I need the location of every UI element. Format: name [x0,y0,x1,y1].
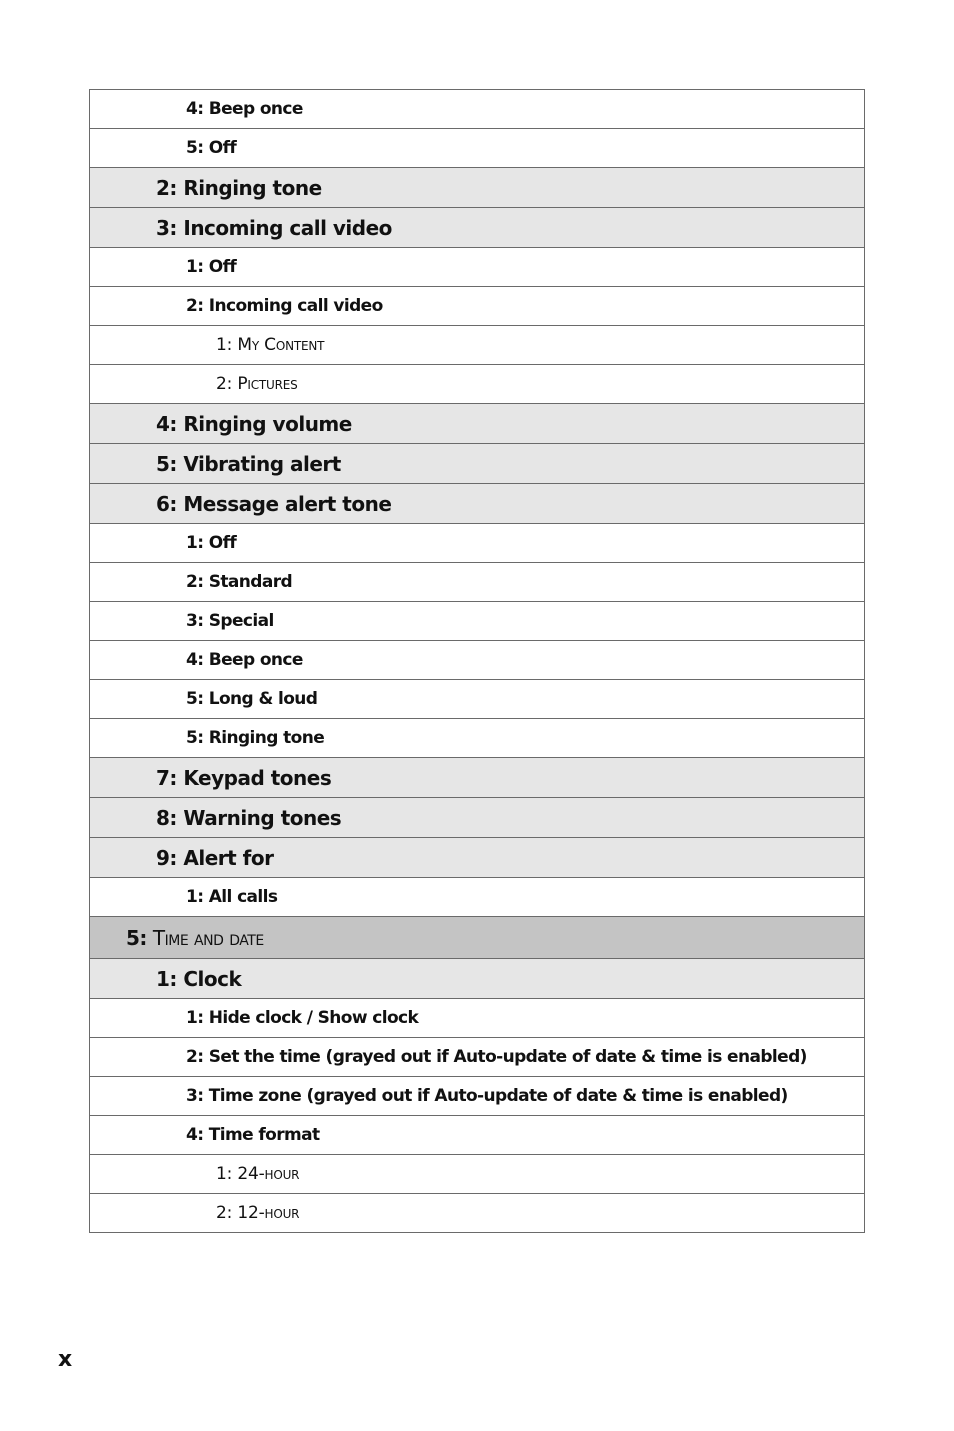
menu-item-level3 [90,602,864,641]
menu-item-level3 [90,248,864,287]
menu-item-label: 7: Keypad tones [156,765,332,790]
menu-item-level3 [90,719,864,758]
menu-item-label: 1: Clock [156,966,242,991]
menu-item-level3 [90,1116,864,1155]
menu-item-label: 1: 24-hour [216,1164,300,1184]
menu-item-label: 8: Warning tones [156,805,342,830]
menu-item-label: 3: Special [186,611,274,631]
menu-section-header [90,917,864,959]
menu-item-level4 [90,1155,864,1194]
menu-item-level2 [90,404,864,444]
menu-item-label: 2: Pictures [216,374,298,394]
menu-item-label: 2: Ringing tone [156,175,322,200]
menu-item-label: 6: Message alert tone [156,491,392,516]
menu-item-label: 1: All calls [186,887,278,907]
menu-item-label: 5: Ringing tone [186,728,325,748]
menu-item-level3 [90,563,864,602]
menu-item-level3 [90,287,864,326]
menu-item-level3 [90,1038,864,1077]
menu-item-label: 9: Alert for [156,845,274,870]
menu-item-level2 [90,208,864,248]
menu-item-label: 2: Set the time (grayed out if Auto-update of date & time is enabled) [186,1047,807,1067]
menu-item-level2 [90,168,864,208]
menu-section-title: Time and date [152,925,264,950]
menu-item-label: 3: Incoming call video [156,215,392,240]
menu-item-label: 4: Beep once [186,650,303,670]
menu-item-label: 2: 12-hour [216,1203,300,1223]
menu-item-label: 2: Standard [186,572,293,592]
menu-item-level3 [90,878,864,917]
menu-item-level4 [90,326,864,365]
menu-item-label: 4: Beep once [186,99,303,119]
menu-item-level3 [90,90,864,129]
menu-item-label: 5: Long & loud [186,689,318,709]
menu-item-label: 4: Ringing volume [156,411,352,436]
menu-item-label: 2: Incoming call video [186,296,383,316]
menu-item-label: 1: My Content [216,335,325,355]
menu-item-level2 [90,484,864,524]
menu-item-level2 [90,444,864,484]
menu-item-level3 [90,1077,864,1116]
menu-item-level3 [90,999,864,1038]
menu-item-level3 [90,641,864,680]
menu-item-level2 [90,758,864,798]
menu-item-level2 [90,959,864,999]
menu-item-level4 [90,1194,864,1233]
menu-item-level3 [90,129,864,168]
menu-table [89,89,865,1233]
menu-item-level3 [90,680,864,719]
menu-item-label: 4: Time format [186,1125,320,1145]
menu-item-level2 [90,798,864,838]
menu-item-level2 [90,838,864,878]
menu-item-level3 [90,524,864,563]
menu-item-label: 1: Off [186,533,237,553]
menu-item-label: 3: Time zone (grayed out if Auto-update of date & time is enabled) [186,1086,788,1106]
menu-item-label: 1: Off [186,257,237,277]
menu-item-label: 5: Off [186,138,237,158]
menu-item-label: 5: Vibrating alert [156,451,341,476]
page-number: x [58,1347,73,1372]
menu-section-number: 5: [126,925,147,950]
menu-item-label: 1: Hide clock / Show clock [186,1008,419,1028]
menu-item-level4 [90,365,864,404]
